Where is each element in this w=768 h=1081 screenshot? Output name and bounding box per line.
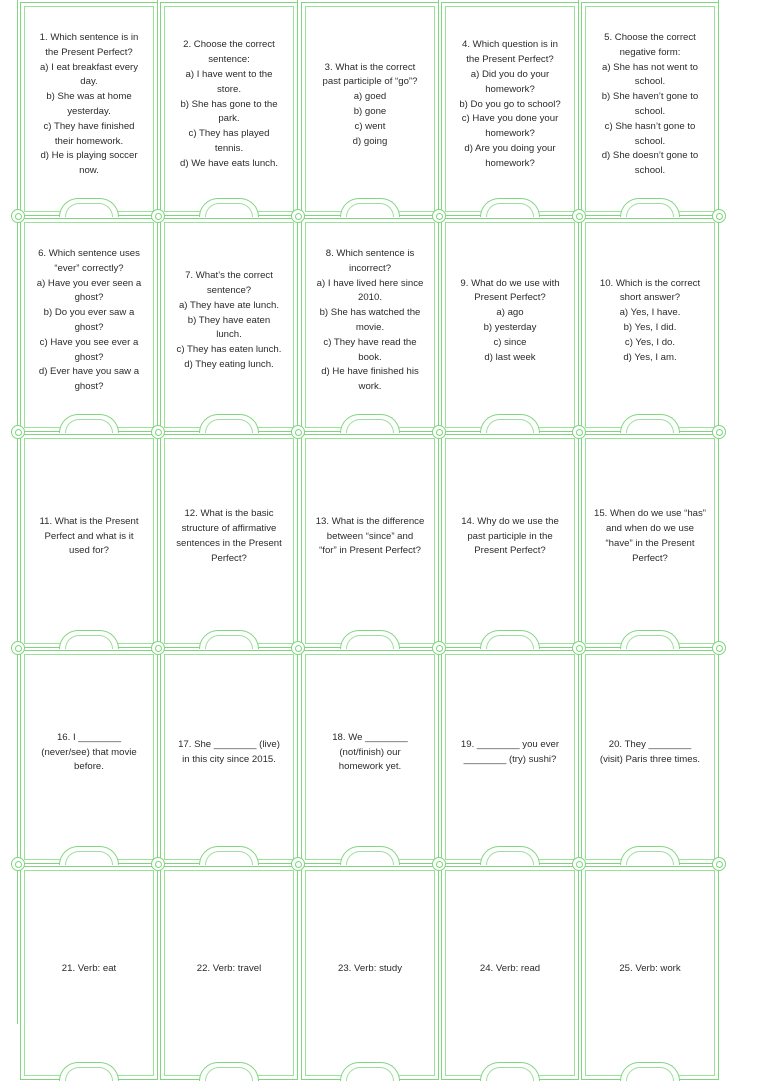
arch-ornament [480, 414, 540, 433]
question-card [20, 650, 158, 864]
question-card [301, 2, 439, 216]
arch-ornament [199, 414, 259, 433]
arch-ornament [620, 630, 680, 649]
card-text: 7. What’s the correct sentence? a) They have ate lunch. b) They have eaten lunch. c) They has eaten lunch. d) They eating lunch. [176, 270, 282, 370]
arch-ornament [59, 630, 119, 649]
corner-knot-ornament [572, 209, 586, 223]
corner-knot-ornament [432, 425, 446, 439]
question-card [301, 434, 439, 648]
question-card [581, 650, 719, 864]
card-text: 3. What is the correct past participle of “go”? a) goed b) gone c) went d) going [322, 61, 418, 147]
question-card [20, 434, 158, 648]
question-card [160, 866, 298, 1080]
arch-ornament [59, 198, 119, 217]
corner-knot-ornament [712, 641, 726, 655]
card-text: 12. What is the basic structure of affirmative sentences in the Present Perfect? [176, 508, 282, 564]
card-text: 25. Verb: work [619, 962, 681, 974]
question-card [160, 434, 298, 648]
corner-knot-ornament [712, 857, 726, 871]
corner-knot-ornament [432, 209, 446, 223]
arch-ornament [480, 1062, 540, 1081]
corner-knot-ornament [712, 425, 726, 439]
card-text: 4. Which question is in the Present Perfect? a) Did you do your homework? b) Do you go to school? c) Have you done your homework? d) Are you doing your homework? [459, 39, 561, 169]
card-text: 1. Which sentence is in the Present Perfect? a) I eat breakfast every day. b) She was at home yesterday. c) They have finished their homework. d) He is playing soccer now. [39, 32, 139, 177]
card-text: 11. What is the Present Perfect and what is it used for? [39, 515, 139, 557]
arch-ornament [480, 846, 540, 865]
arch-ornament [480, 198, 540, 217]
question-card [581, 866, 719, 1080]
card-text: 2. Choose the correct sentence: a) I have went to the store. b) She has gone to the park. c) They has played tennis. d) We have eats lunch. [180, 39, 278, 169]
arch-ornament [340, 198, 400, 217]
question-card [20, 2, 158, 216]
question-card [160, 650, 298, 864]
arch-ornament [620, 198, 680, 217]
corner-knot-ornament [712, 209, 726, 223]
corner-knot-ornament [151, 425, 165, 439]
arch-ornament [620, 1062, 680, 1081]
question-card [160, 218, 298, 432]
card-text: 5. Choose the correct negative form: a) She has not went to school. b) She haven’t gone to school. c) She hasn’t gone to school. d) She doesn’t gone to school. [601, 32, 699, 177]
question-card [20, 866, 158, 1080]
arch-ornament [199, 630, 259, 649]
corner-knot-ornament [432, 641, 446, 655]
card-text: 19. ________ you ever ________ (try) sushi? [460, 739, 560, 765]
card-text: 9. What do we use with Present Perfect? a) ago b) yesterday c) since d) last week [460, 277, 560, 363]
corner-knot-ornament [11, 425, 25, 439]
question-card [581, 434, 719, 648]
card-text: 21. Verb: eat [61, 962, 117, 974]
arch-ornament [340, 1062, 400, 1081]
card-text: 18. We ________ (not/finish) our homework yet. [332, 731, 408, 773]
arch-ornament [620, 846, 680, 865]
card-text: 24. Verb: read [479, 962, 541, 974]
question-card [441, 2, 579, 216]
arch-ornament [59, 414, 119, 433]
arch-ornament [340, 846, 400, 865]
arch-ornament [620, 414, 680, 433]
card-text: 22. Verb: travel [196, 962, 262, 974]
question-card [441, 218, 579, 432]
card-text: 15. When do we use “has” and when do we use “have” in the Present Perfect? [594, 508, 706, 564]
card-text: 13. What is the difference between “since” and “for” in Present Perfect? [315, 515, 425, 557]
card-text: 8. Which sentence is incorrect? a) I have lived here since 2010. b) She has watched the movie. c) They have read the book. d) He have finished his work. [316, 248, 424, 393]
arch-ornament [199, 846, 259, 865]
corner-knot-ornament [11, 209, 25, 223]
corner-knot-ornament [11, 641, 25, 655]
corner-knot-ornament [151, 857, 165, 871]
arch-ornament [199, 198, 259, 217]
question-card [441, 866, 579, 1080]
arch-ornament [59, 846, 119, 865]
corner-knot-ornament [291, 857, 305, 871]
corner-knot-ornament [11, 857, 25, 871]
question-card [301, 866, 439, 1080]
card-text: 14. Why do we use the past participle in the Present Perfect? [461, 515, 559, 557]
arch-ornament [340, 630, 400, 649]
question-card [441, 650, 579, 864]
arch-ornament [480, 630, 540, 649]
corner-knot-ornament [291, 425, 305, 439]
question-card [441, 434, 579, 648]
corner-knot-ornament [291, 641, 305, 655]
card-text: 17. She ________ (live) in this city since 2015. [178, 739, 280, 765]
corner-knot-ornament [572, 857, 586, 871]
question-card [581, 2, 719, 216]
card-text: 10. Which is the correct short answer? a) Yes, I have. b) Yes, I did. c) Yes, I do. d) Yes, I am. [599, 277, 701, 363]
card-text: 23. Verb: study [338, 962, 402, 974]
arch-ornament [59, 1062, 119, 1081]
card-text: 6. Which sentence uses “ever” correctly? a) Have you ever seen a ghost? b) Do you ever saw a ghost? c) Have you see ever a ghost? d) Ever have you saw a ghost? [36, 248, 142, 393]
question-card [301, 650, 439, 864]
question-card [160, 2, 298, 216]
corner-knot-ornament [151, 209, 165, 223]
card-text: 16. I ________ (never/see) that movie before. [41, 731, 137, 773]
corner-knot-ornament [432, 857, 446, 871]
question-card [20, 218, 158, 432]
card-text: 20. They ________ (visit) Paris three times. [599, 739, 701, 765]
corner-knot-ornament [151, 641, 165, 655]
question-card [301, 218, 439, 432]
arch-ornament [199, 1062, 259, 1081]
question-card [581, 218, 719, 432]
corner-knot-ornament [291, 209, 305, 223]
corner-knot-ornament [572, 641, 586, 655]
corner-knot-ornament [572, 425, 586, 439]
arch-ornament [340, 414, 400, 433]
